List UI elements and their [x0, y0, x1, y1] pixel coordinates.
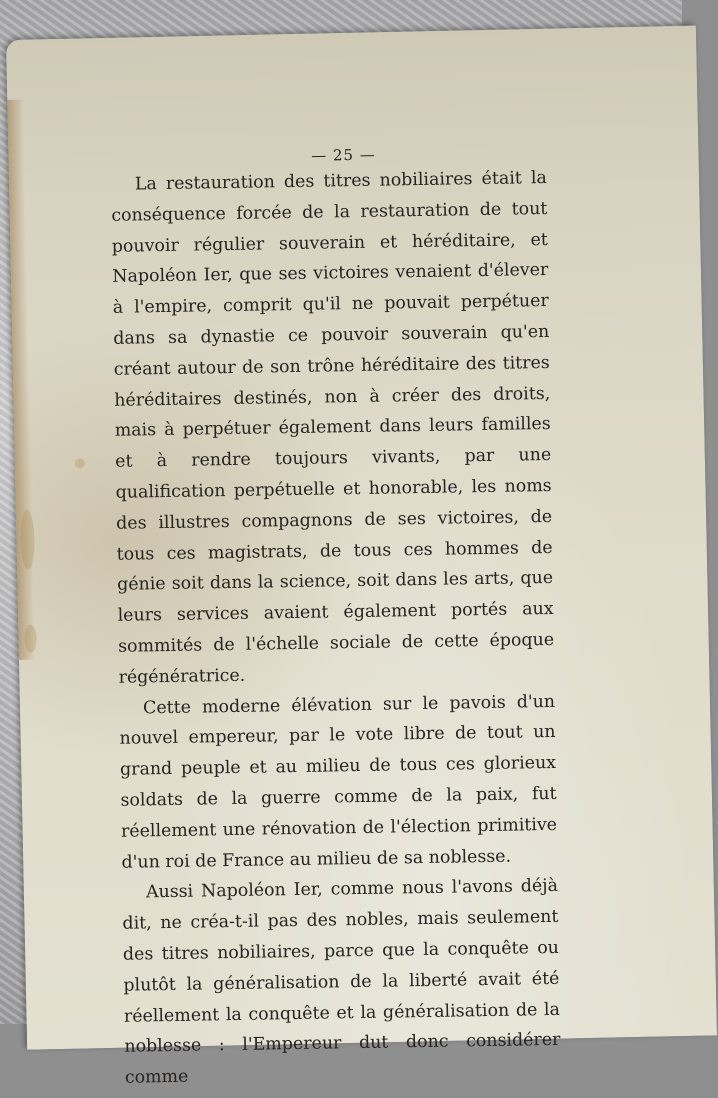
page-number: — 25 — [310, 145, 376, 165]
page-edge-shadow [7, 100, 35, 660]
foxing-stain [24, 624, 37, 652]
page-text-block [110, 143, 561, 1094]
book-page [6, 26, 717, 1088]
foxing-stain [75, 458, 85, 468]
paragraph-2: Cette moderne élévation sur le pavois d'un nouvel empereur, par le vote libre de tout un grand peuple et au milieu de tous ces glorieux soldats de la guerre comme de la paix, fut réellement une rénovation de l'élection primitive d'un roi de France au milieu de sa noblesse. [119, 691, 558, 873]
paragraph-1: La restauration des titres nobiliaires était la conséquence forcée de la restauration de tout pouvoir régulier souverain et héréditaire, et Napoléon Ier, que ses victoires venaient d'élever à l'empire, comprit qu'il ne pouvait perpétuer dans sa dynastie ce pouvoir souverain qu'en créant autour de son trône héréditaire des titres héréditaires destinés, non à créer des droits, mais à perpétuer également dans leurs familles et à rendre toujours vivants, par une qualification perpétuelle et honorable, les noms des illustres compagnons de ses victoires, de tous ces magistrats, de tous ces hommes de génie soit dans la science, soit dans les arts, que leurs services avaient également portés aux sommités de l'échelle sociale de cette époque régénératrice. [111, 167, 555, 688]
paragraph-3: Aussi Napoléon Ier, comme nous l'avons déjà dit, ne créa-t-il pas des nobles, mais seulement des titres nobiliaires, parce que la conquête ou plutôt la généralisation de la liberté avait été réellement la conquête et la généralisation de la noblesse : l'Empereur dut donc considérer comme [122, 876, 561, 1088]
foxing-stain [20, 510, 35, 570]
